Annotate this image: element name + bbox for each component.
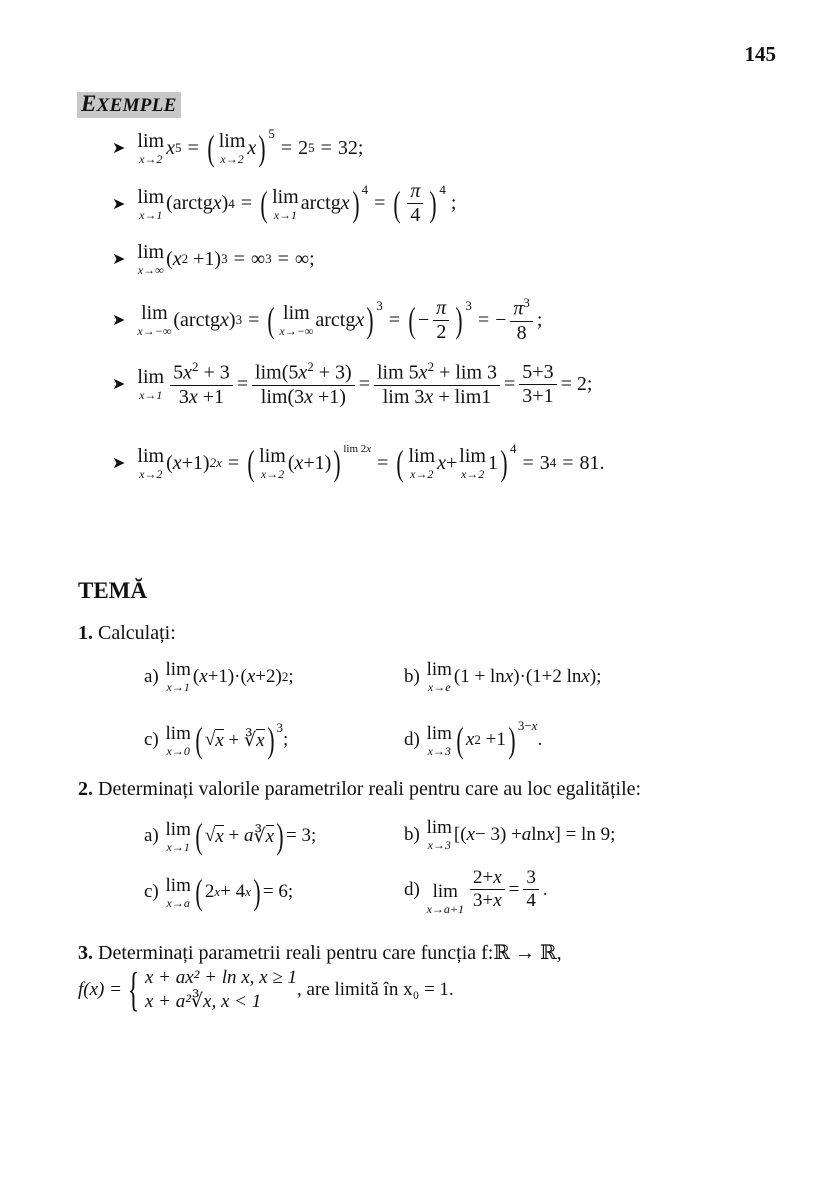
example-4: ➤ lim x→−∞ (arctg x ) 3 = ( lim x→−∞ arctg x ) $^3$ = ( − $\frac{\pi}{2}$ ) $^3$ = − $\frac{\pi^3}{8}$ ;: [112, 295, 543, 344]
bullet-arrow-icon: ➤: [112, 140, 126, 157]
problem-1-c: c) lim x→0 ( √ x + ∛ x ) $^3$ ;: [144, 720, 289, 760]
example-1: ➤ lim x→2 x 5 = ( lim x→2 x ) $^5$ = 2 5 = 32;: [112, 126, 364, 168]
bullet-arrow-icon: ➤: [112, 195, 126, 213]
problem-1-a: a) lim x→1 ( x +1)·( x +2) 2 ;: [144, 659, 294, 694]
problem-2: 2. Determinați valorile parametrilor reali pentru care au loc egalitățile:: [78, 778, 642, 800]
lim-op: lim x→1: [137, 185, 165, 222]
problem-1: 1. Calculați:: [78, 622, 176, 644]
example-2: ➤ lim x→1 (arctg x ) 4 = ( lim x→1 arctg x ) $^4$ = ( $\frac{\pi}{4}$ ) $^4$ ;: [112, 180, 457, 226]
problem-2-d: d) lim x→a+1 $\frac{2+x}{3+x}$ = $\frac{3}{4}$ .: [404, 867, 548, 916]
section-heading-exemple: [77, 92, 181, 118]
bullet-arrow-icon: ➤: [112, 376, 126, 394]
bullet-arrow-icon: ➤: [112, 251, 126, 268]
page-number: 145: [744, 42, 776, 66]
problem-1-d: d) lim x→3 ( x 2 +1 ) $^{3-x}$ .: [404, 718, 543, 760]
lim-op: lim x→2: [218, 130, 246, 166]
heading-rest: XEMPLE: [96, 95, 177, 116]
brace-icon: {: [127, 963, 140, 1016]
bullet-arrow-icon: ➤: [112, 312, 126, 330]
problem-2-a: a) lim x→1 ( √ x + a ∛ x ) = 3;: [144, 816, 317, 856]
bullet-arrow-icon: ➤: [112, 455, 126, 472]
heading-initial: E: [81, 91, 97, 116]
problem-1-b: b) lim x→e (1 + ln x )·(1+2 ln x );: [404, 659, 602, 694]
example-5: ➤ lim x→1 $\frac{5x^2 + 3}{3x +1}$ = $\frac{\lim(5x^2 + 3)}{\lim(3x +1)}$ = $\frac{\lim 5x^2 + \lim 3}{\lim 3x + \lim 1}$ = $\frac{5+3}{3+1}$ = 2;: [112, 359, 593, 408]
problem-2-c: c) lim x→a ( 2 x + 4 x ) = 6;: [144, 872, 294, 912]
problem-3: 3. Determinați parametrii reali pentru care funcția f:ℝ → ℝ,: [78, 942, 562, 964]
lim-op: lim x→2: [137, 130, 165, 166]
example-6: ➤ lim x→2 ( x +1) 2x = ( lim x→2 ( x +1) ) $^{lim 2x}$ = ( lim x→2 x + lim x→2 1 ) $^4$ = 3 4 = 81.: [112, 441, 605, 483]
example-3: ➤ lim x→∞ ( x 2 +1) 3 = ∞ 3 = ∞;: [112, 241, 315, 277]
problem-2-b: b) lim x→3 [( x − 3) + a ln x ] = ln 9;: [404, 817, 616, 852]
section-heading-tema: TEMĂ: [78, 578, 147, 603]
problem-3-function: f(x) = { x + ax² + ln x, x ≥ 1 x + a²∛x, x < 1 , are limită în x₀ = 1.: [78, 963, 454, 1016]
